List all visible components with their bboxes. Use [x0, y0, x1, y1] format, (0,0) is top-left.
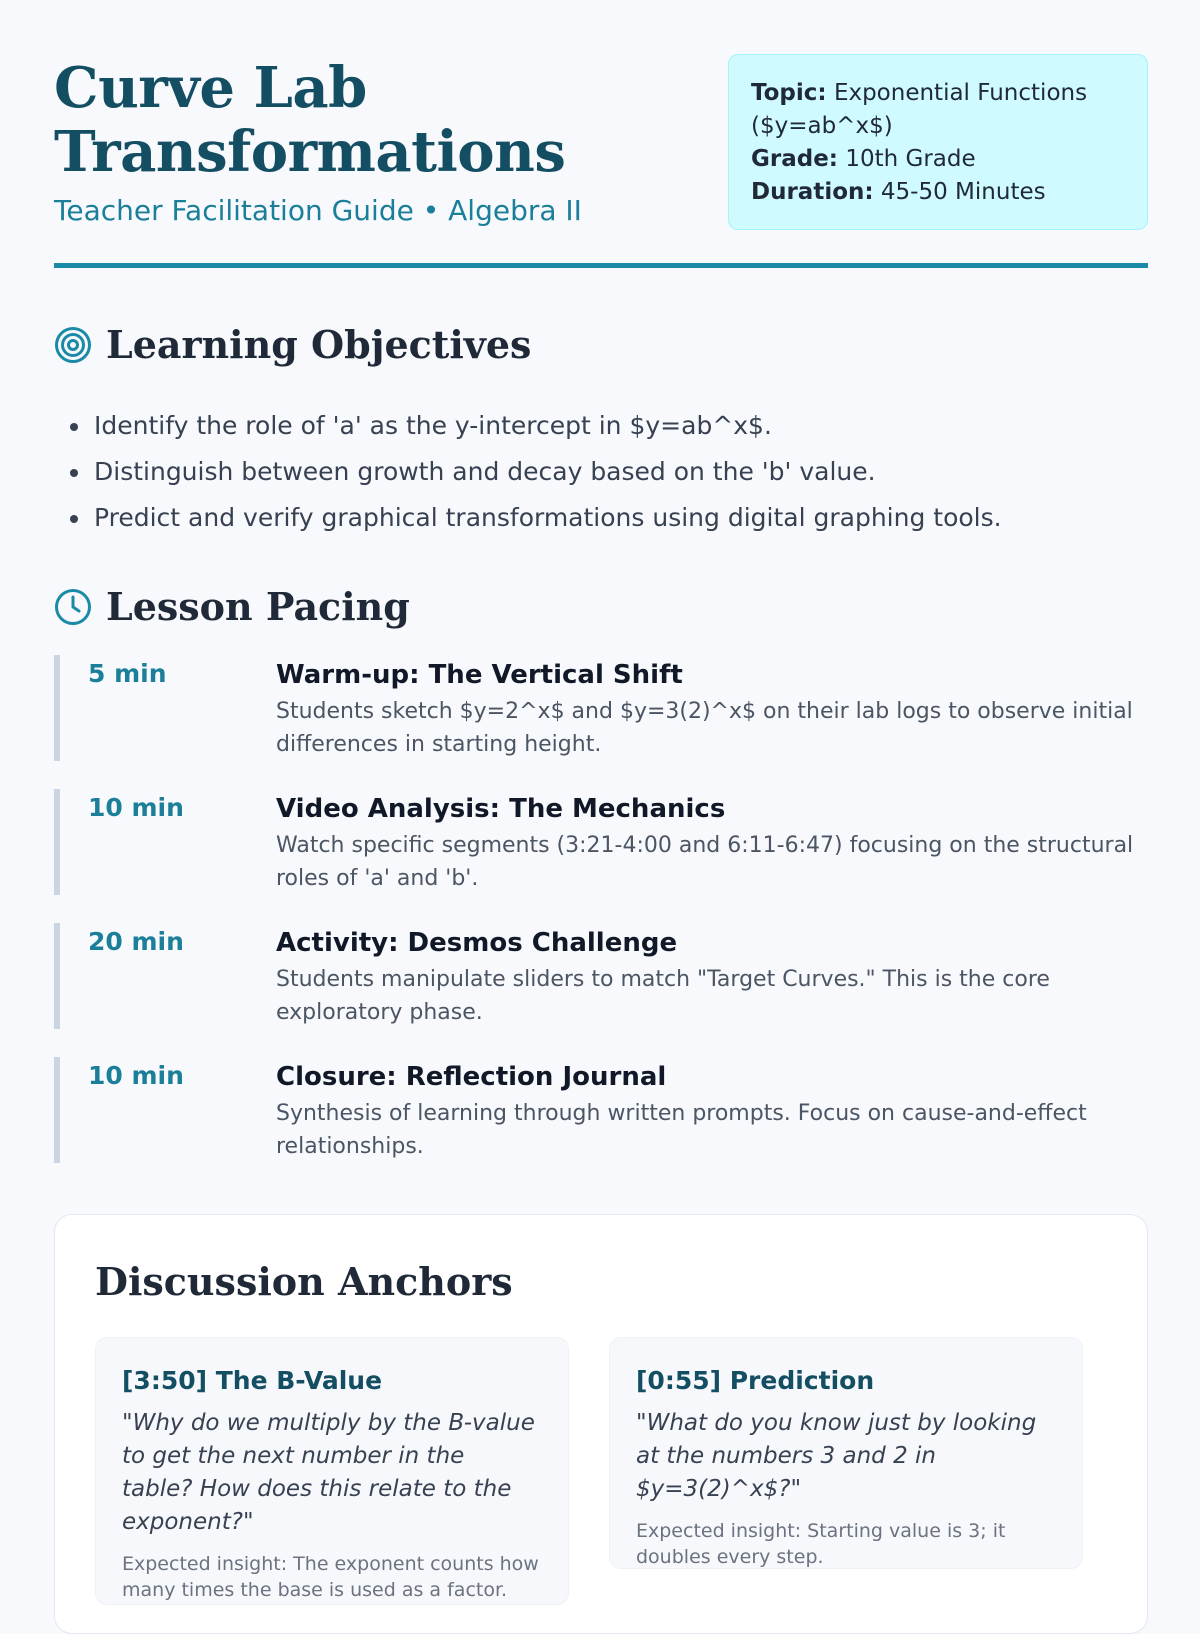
discussion-anchor-card [609, 1337, 1083, 1569]
pacing-title: Activity: Desmos Challenge [276, 928, 678, 958]
pacing-list [54, 655, 1148, 1163]
pacing-description: Students sketch $y=2^x$ and $y=3(2)^x$ on their lab logs to observe initial differences in starting height. [276, 699, 1133, 757]
anchor-insight: Expected insight: The exponent counts how many times the base is used as a factor. [122, 1553, 539, 1601]
meta-topic [751, 77, 1125, 143]
clock-icon [54, 588, 92, 626]
pacing-body [276, 789, 1148, 895]
page-header [54, 0, 1148, 268]
meta-duration-label: Duration: [751, 179, 874, 205]
discussion-anchors-card [54, 1214, 1148, 1634]
page-title [54, 56, 694, 184]
lesson-meta-box [728, 54, 1148, 230]
objective-item: • Identify the role of 'a' as the y-intercept in $y=ab^x$. [92, 403, 1148, 449]
objective-item: • Distinguish between growth and decay based on the 'b' value. [92, 449, 1148, 495]
facilitation-guide-page [54, 0, 1148, 1601]
page-subtitle: Teacher Facilitation Guide • Algebra II [54, 194, 582, 227]
anchor-title: [0:55] Prediction [636, 1366, 875, 1395]
anchor-quote: "What do you know just by looking at the numbers 3 and 2 in $y=3(2)^x$?" [636, 1410, 1037, 1502]
pacing-body [276, 923, 1148, 1029]
pacing-item [54, 923, 1148, 1029]
objectives-heading-row [54, 322, 1148, 367]
discussion-anchor-card [95, 1337, 569, 1605]
pacing-body [276, 655, 1148, 761]
lesson-pacing-section [54, 584, 1148, 1191]
pacing-item [54, 655, 1148, 761]
meta-grade-value: 10th Grade [845, 146, 976, 172]
meta-duration-value: 45-50 Minutes [880, 179, 1046, 205]
anchor-title: [3:50] The B-Value [122, 1366, 383, 1395]
pacing-heading-row [54, 584, 1148, 629]
anchor-insight: Expected insight: Starting value is 3; it doubles every step. [636, 1520, 1006, 1568]
pacing-body [276, 1057, 1148, 1163]
target-icon [54, 326, 92, 364]
pacing-time: 5 min [88, 659, 167, 688]
pacing-title: Video Analysis: The Mechanics [276, 794, 726, 824]
pacing-description: Students manipulate sliders to match "Target Curves." This is the core exploratory phase. [276, 967, 1050, 1025]
title-line-1: Curve Lab [54, 55, 367, 121]
anchor-quote: "Why do we multiply by the B-value to get the next number in the table? How does this relate to the exponent?" [122, 1410, 535, 1535]
pacing-description: Watch specific segments (3:21-4:00 and 6:11-6:47) focusing on the structural roles of 'a' and 'b'. [276, 833, 1134, 891]
meta-grade-label: Grade: [751, 146, 839, 172]
pacing-time: 10 min [88, 793, 184, 822]
title-block [54, 56, 694, 227]
meta-duration [751, 176, 1125, 209]
pacing-time: 10 min [88, 1061, 184, 1090]
learning-objectives-section [54, 322, 1148, 541]
meta-topic-label: Topic: [751, 80, 827, 106]
objective-item: • Predict and verify graphical transformations using digital graphing tools. [92, 495, 1148, 541]
pacing-time: 20 min [88, 927, 184, 956]
meta-grade [751, 143, 1125, 176]
objectives-list [54, 403, 1148, 541]
objectives-heading: Learning Objectives [106, 322, 532, 367]
meta-topic-value: Exponential Functions ($y=ab^x$) [751, 80, 1088, 139]
pacing-item [54, 789, 1148, 895]
title-line-2: Transformations [54, 119, 566, 185]
pacing-title: Warm-up: The Vertical Shift [276, 660, 683, 690]
pacing-heading: Lesson Pacing [106, 584, 410, 629]
discussion-heading: Discussion Anchors [95, 1259, 513, 1304]
pacing-description: Synthesis of learning through written prompts. Focus on cause-and-effect relationships. [276, 1101, 1087, 1159]
pacing-item [54, 1057, 1148, 1163]
pacing-title: Closure: Reflection Journal [276, 1062, 667, 1092]
